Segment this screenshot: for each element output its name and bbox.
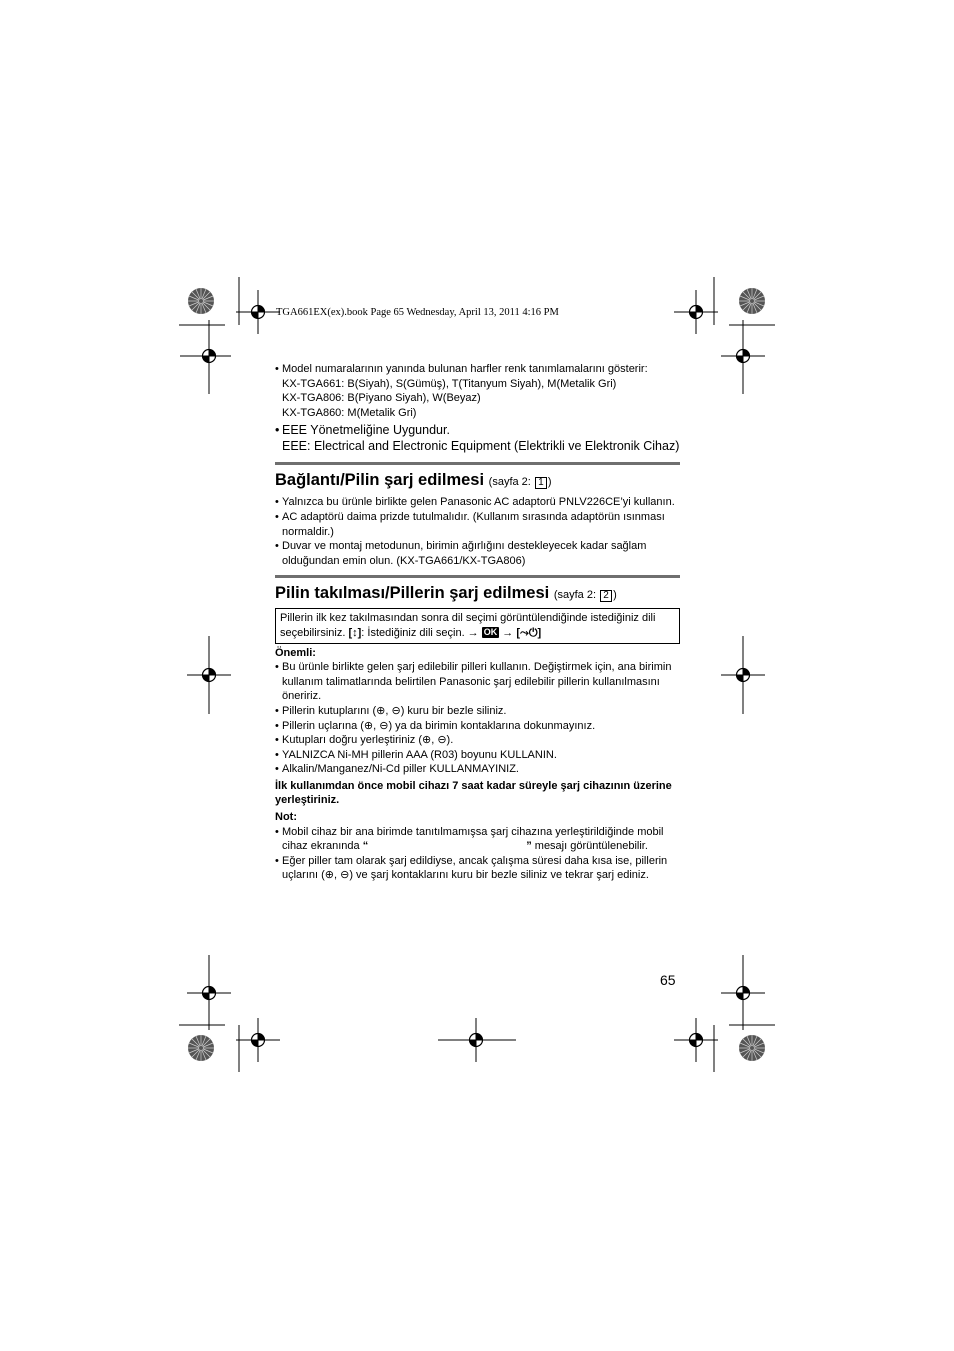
page-number: 65 <box>660 972 676 988</box>
book-info-header: TGA661EX(ex).book Page 65 Wednesday, April 13, 2011 4:16 PM <box>276 307 559 318</box>
color-codes-intro: • Model numaralarının yanında bulunan harfler renk tanımlamalarını gösterir: <box>282 363 648 375</box>
list-item: • YALNIZCA Ni-MH pillerin AAA (R03) boyunu KULLANIN. <box>275 748 680 763</box>
page-content <box>275 362 680 883</box>
list-item: • Alkalin/Manganez/Ni-Cd piller KULLANMAYINIZ. <box>275 762 680 777</box>
section-heading-connection <box>275 470 680 492</box>
list-item: • Bu ürünle birlikte gelen şarj edilebilir pilleri kullanın. Değiştirmek için, ana birimin kullanım talimatlarında belirtilen Panasonic şarj edilebilir pillerin kullanılmasını öneririz. <box>275 660 680 704</box>
language-instruction-cont: : İstediğiniz dili seçin. → <box>361 626 482 639</box>
figure-number-box: 1 <box>535 477 547 489</box>
off-key-icon: [⤳⏻] <box>516 626 542 639</box>
note-item <box>275 825 680 854</box>
eee-definition: EEE: Electrical and Electronic Equipment (Elektrikli ve Elektronik Cihaz) <box>282 439 680 454</box>
section-title: Pilin takılması/Pillerin şarj edilmesi <box>275 584 550 603</box>
section-heading-battery <box>275 583 680 605</box>
eee-compliance: • EEE Yönetmeliğine Uygundur. <box>282 423 450 438</box>
color-codes-item <box>275 362 680 420</box>
color-codes-tga806: KX-TGA806: B(Piyano Siyah), W(Beyaz) <box>282 392 481 405</box>
eee-item <box>275 422 680 454</box>
ref-prefix: (sayfa 2: <box>553 589 600 602</box>
ref-prefix: (sayfa 2: <box>488 476 534 489</box>
first-use-instruction: İlk kullanımdan önce mobil cihazı 7 saat kadar süreyle şarj cihazının üzerine yerleştiriniz. <box>275 779 672 807</box>
quote-close: ” <box>526 840 532 853</box>
figure-number-box: 2 <box>600 590 612 602</box>
section-divider <box>275 575 680 578</box>
section-divider <box>275 462 680 465</box>
note-item: • Eğer piller tam olarak şarj edildiyse, ancak çalışma süresi daha kısa ise, pillerin uçlarını (⊕, ⊖) ve şarj kontaklarını kuru bir bezle siliniz ve tekrar şarj ediniz. <box>275 854 680 883</box>
note-line <box>282 839 680 854</box>
language-instruction: Pillerin ilk kez takılmasından sonra dil seçimi görüntülendiğinde istediğiniz dili seçebilirsiniz. <box>280 612 656 639</box>
list-item: • Yalnızca bu ürünle birlikte gelen Panasonic AC adaptorü PNLV226CE’yi kullanın. <box>275 495 680 510</box>
ref-suffix: ) <box>613 589 617 602</box>
list-item: • AC adaptörü daima prizde tutulmalıdır. (Kullanım sırasında adaptörün ısınması normaldir.) <box>275 510 680 539</box>
page-reference <box>489 476 552 488</box>
page-reference <box>554 589 617 601</box>
note-line: • Mobil cihaz bir ana birimde tanıtılmamışsa şarj cihazına yerleştirildiğinde mobil <box>282 825 664 838</box>
section-title: Bağlantı/Pilin şarj edilmesi <box>275 471 485 490</box>
note-label: Not: <box>275 811 297 824</box>
list-item: • Pillerin kutuplarını (⊕, ⊖) kuru bir bezle siliniz. <box>275 704 680 719</box>
important-label: Önemli: <box>275 646 316 659</box>
color-codes-tga661: KX-TGA661: B(Siyah), S(Gümüş), T(Titanyum Siyah), M(Metalik Gri) <box>282 377 617 390</box>
ref-suffix: ) <box>547 476 552 489</box>
color-codes-tga860: KX-TGA860: M(Metalik Gri) <box>282 406 417 419</box>
list-item: • Kutupları doğru yerleştiriniz (⊕, ⊖). <box>275 733 680 748</box>
language-selection-box <box>275 608 680 643</box>
note-text: cihaz ekranında <box>282 840 363 853</box>
note-text: mesajı görüntülenebilir. <box>531 840 648 853</box>
navigator-key-icon: [↕] <box>348 626 362 639</box>
list-item: • Pillerin uçlarına (⊕, ⊖) ya da birimin kontaklarına dokunmayınız. <box>275 719 680 734</box>
arrow-glyph: → <box>499 626 517 639</box>
ok-key-icon: OK <box>483 626 498 637</box>
list-item: • Duvar ve montaj metodunun, birimin ağırlığını destekleyecek kadar sağlam olduğundan emin olun. (KX-TGA661/KX-TGA806) <box>275 539 680 568</box>
quote-open: “ <box>362 840 369 853</box>
